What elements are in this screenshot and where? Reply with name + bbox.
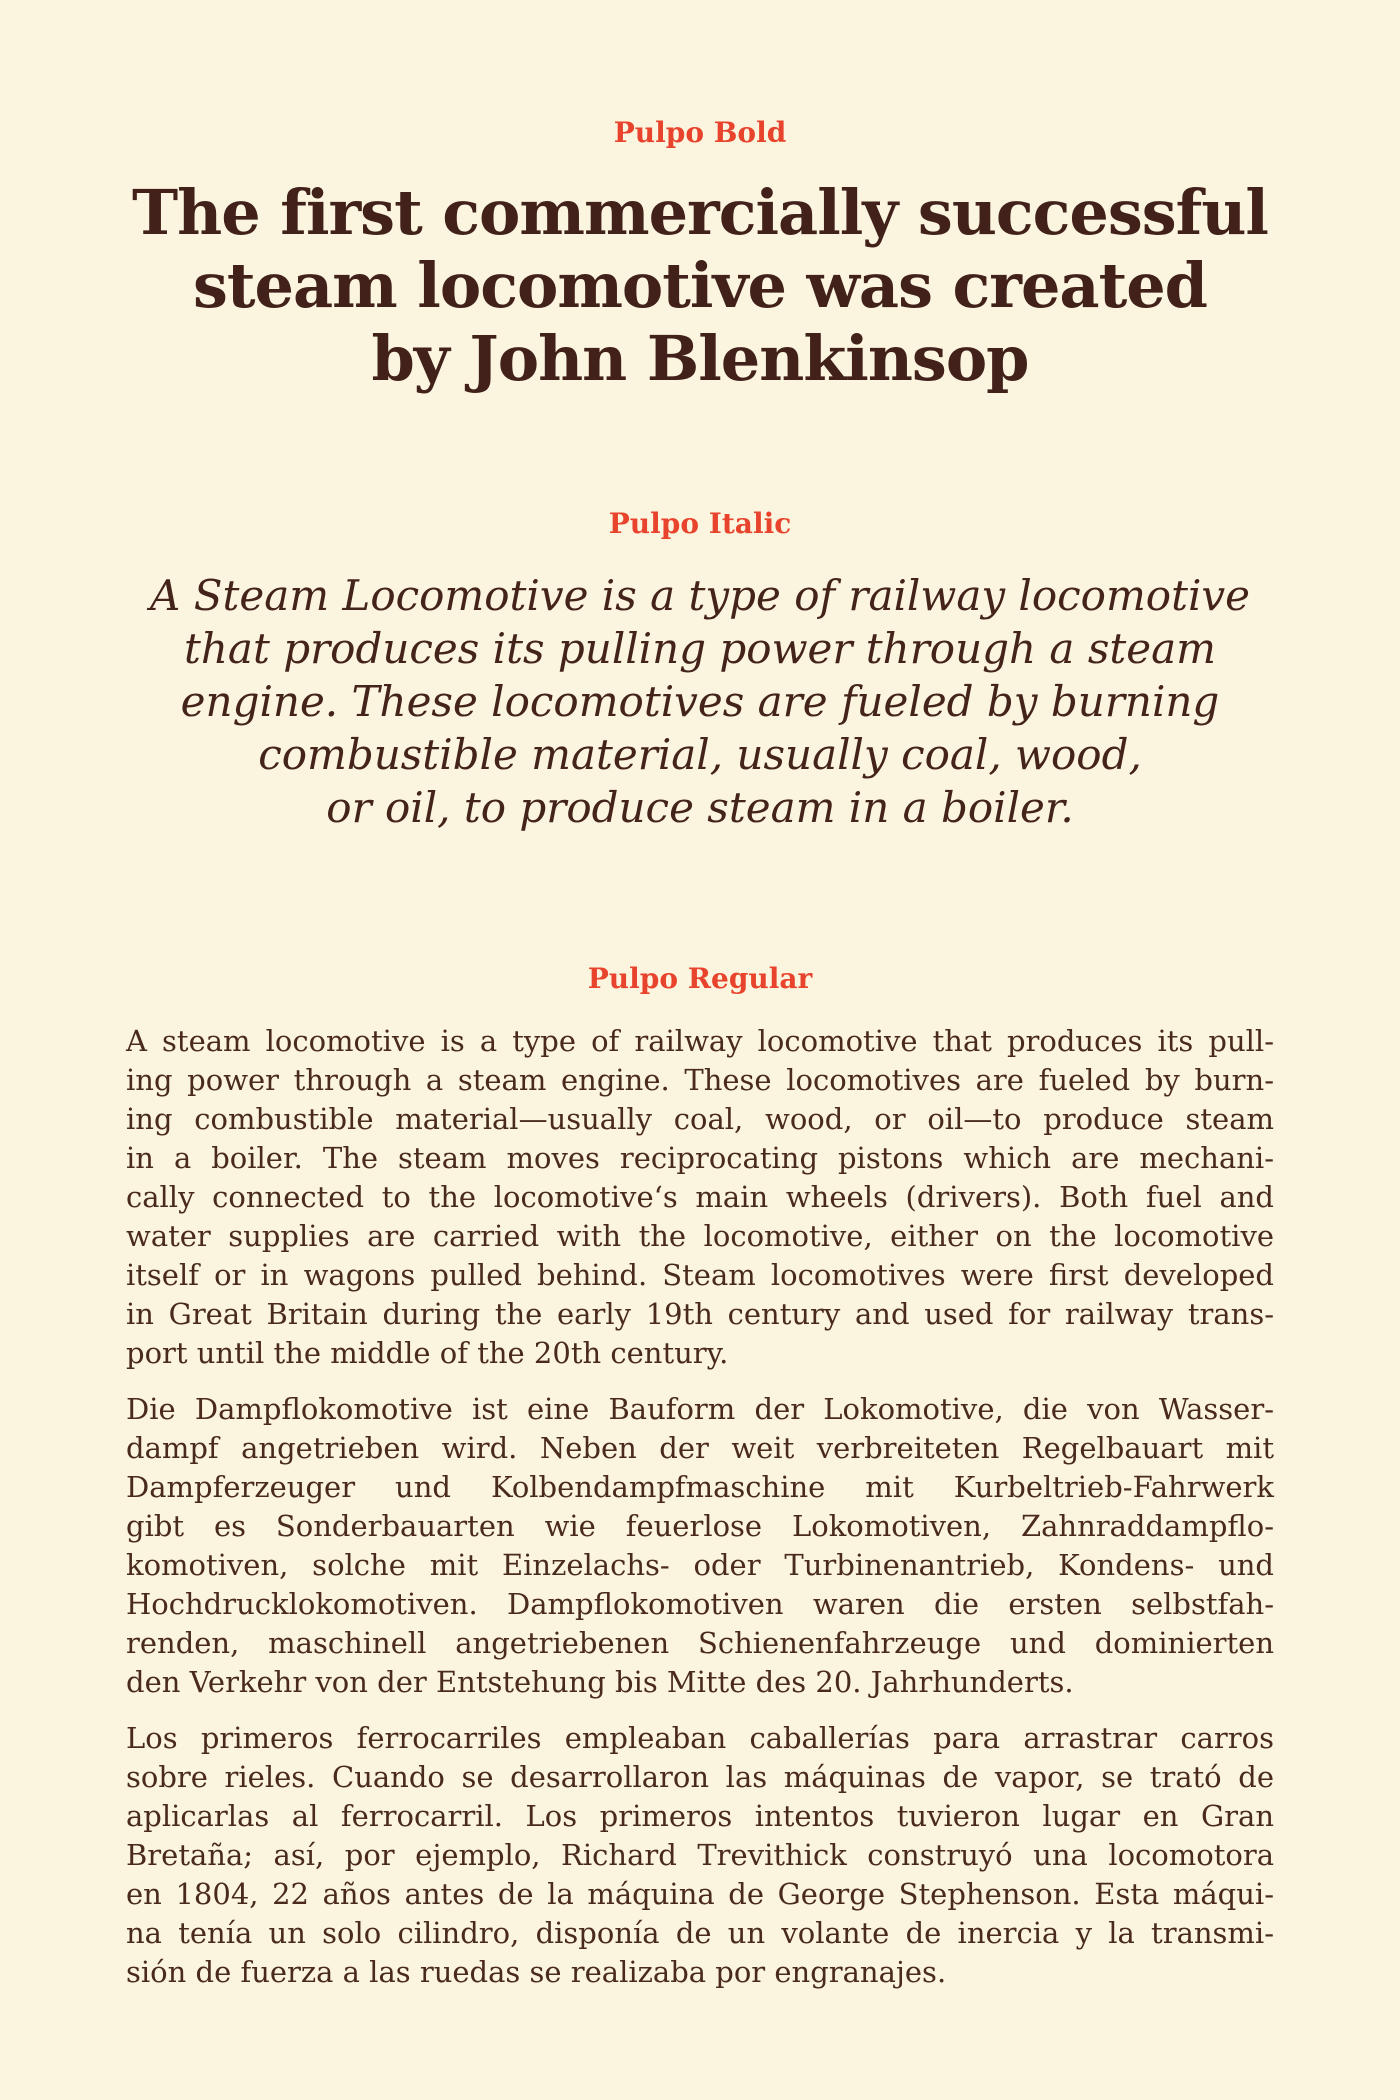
- german-line-8: den Verkehr von der Entstehung bis Mitte des 20. Jahrhunderts.: [126, 1665, 1074, 1699]
- english-line-3: ing combustible material—usually coal, wood, or oil—to produce steam: [126, 1102, 1274, 1136]
- spanish-line-2: sobre rieles. Cuando se desarrollaron las máquinas de vapor, se trató de: [126, 1760, 1274, 1794]
- bold-sample-heading: [126, 176, 1274, 395]
- spanish-line-3: aplicarlas al ferrocarril. Los primeros intentos tuvieron lugar en Gran: [126, 1799, 1274, 1833]
- english-line-7: itself or in wagons pulled behind. Steam locomotives were first developed: [126, 1258, 1274, 1292]
- english-line-8: in Great Britain during the early 19th century and used for railway trans-: [126, 1297, 1274, 1331]
- italic-line-3: engine. These locomotives are fueled by burning: [180, 677, 1220, 726]
- german-line-2: dampf angetrieben wird. Neben der weit verbreiteten Regelbauart mit: [126, 1431, 1274, 1465]
- paragraph-english: [126, 1022, 1274, 1373]
- italic-sample-block: [126, 569, 1274, 834]
- german-line-5: komotiven, solche mit Einzelachs- oder Turbinenantrieb, Kondens- und: [126, 1548, 1274, 1582]
- english-line-5: cally connected to the locomotive‘s main wheels (drivers). Both fuel and: [126, 1180, 1274, 1214]
- regular-sample-body: [126, 1022, 1274, 1992]
- italic-line-2: that produces its pulling power through a steam: [184, 624, 1216, 673]
- spanish-line-1: Los primeros ferrocarriles empleaban caballerías para arrastrar carros: [126, 1721, 1274, 1755]
- bold-heading-line-2: steam locomotive was created: [192, 249, 1208, 322]
- english-line-4: in a boiler. The steam moves reciprocating pistons which are mechani-: [126, 1141, 1274, 1175]
- specimen-label-italic: Pulpo Italic: [608, 507, 792, 540]
- italic-line-4: combustible material, usually coal, wood,: [258, 730, 1142, 779]
- english-line-9: port until the middle of the 20th century.: [126, 1336, 729, 1370]
- spanish-line-4: Bretaña; así, por ejemplo, Richard Trevithick construyó una locomotora: [126, 1838, 1274, 1872]
- german-line-3: Dampferzeuger und Kolbendampfmaschine mit Kurbeltrieb-Fahrwerk: [126, 1470, 1274, 1504]
- german-line-7: renden, maschinell angetriebenen Schienenfahrzeuge und dominierten: [126, 1626, 1274, 1660]
- german-line-6: Hochdrucklokomotiven. Dampflokomotiven waren die ersten selbstfah-: [126, 1587, 1274, 1621]
- english-line-6: water supplies are carried with the locomotive, either on the locomotive: [126, 1219, 1274, 1253]
- paragraph-spanish: [126, 1719, 1274, 1992]
- spanish-line-7: sión de fuerza a las ruedas se realizaba por engranajes.: [126, 1955, 947, 1989]
- bold-heading-line-1: The first commercially successful: [132, 176, 1268, 249]
- spanish-line-5: en 1804, 22 años antes de la máquina de George Stephenson. Esta máqui-: [126, 1877, 1274, 1911]
- bold-heading-line-3: by John Blenkinsop: [371, 322, 1029, 395]
- specimen-label-bold: Pulpo Bold: [613, 116, 787, 149]
- specimen-label-regular: Pulpo Regular: [587, 962, 813, 995]
- italic-line-5: or oil, to produce steam in a boiler.: [326, 783, 1074, 832]
- english-line-2: ing power through a steam engine. These locomotives are fueled by burn-: [126, 1063, 1274, 1097]
- german-line-4: gibt es Sonderbauarten wie feuerlose Lokomotiven, Zahnraddampflo-: [126, 1509, 1274, 1543]
- english-line-1: A steam locomotive is a type of railway locomotive that produces its pull-: [126, 1024, 1274, 1058]
- german-line-1: Die Dampflokomotive ist eine Bauform der Lokomotive, die von Wasser-: [126, 1392, 1274, 1426]
- paragraph-german: [126, 1390, 1274, 1702]
- italic-line-1: A Steam Locomotive is a type of railway locomotive: [150, 571, 1250, 620]
- spanish-line-6: na tenía un solo cilindro, disponía de un volante de inercia y la transmi-: [126, 1916, 1274, 1950]
